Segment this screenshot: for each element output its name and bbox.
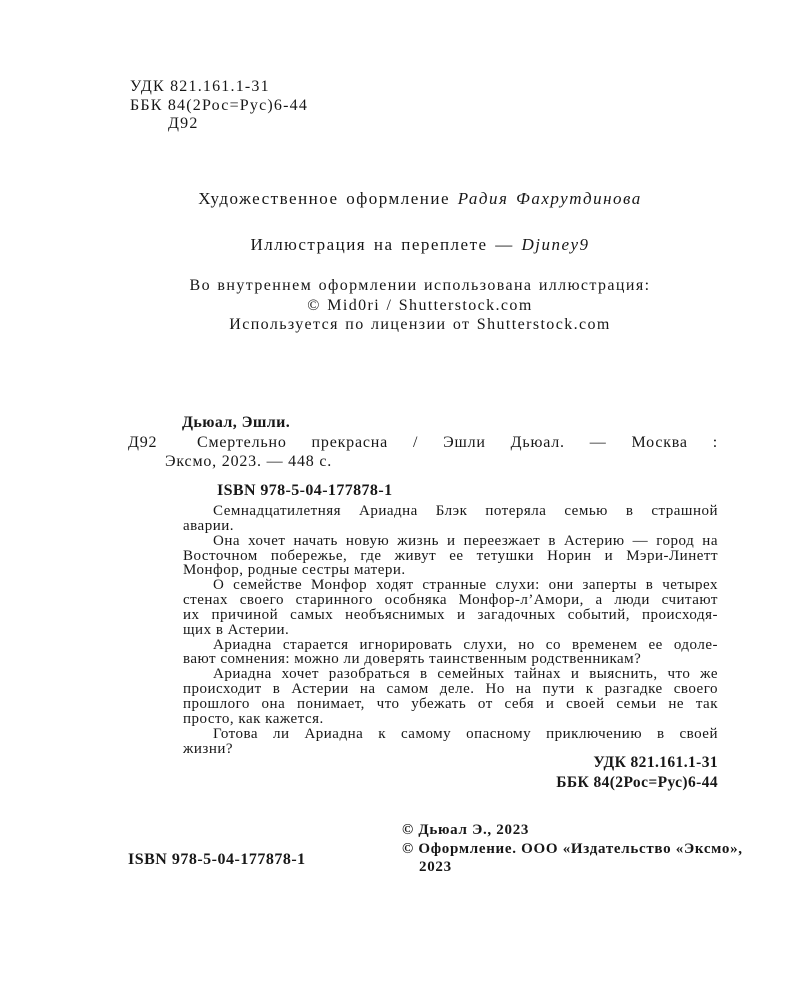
catalog-isbn: ISBN 978-5-04-177878-1 bbox=[217, 481, 393, 499]
design-credit-label: Художественное оформление bbox=[198, 189, 451, 208]
annotation bbox=[183, 504, 718, 756]
annotation-line: Ариадна хочет разобраться в семейных тайнах и выяснить, что же bbox=[213, 666, 718, 683]
annotation-line: Семнадцатилетняя Ариадна Блэк потеряла семью в страшной bbox=[213, 503, 718, 519]
author-sign: Д92 bbox=[168, 115, 199, 132]
bbk-top: ББК 84(2Рос=Рус)6-44 bbox=[130, 96, 309, 114]
annotation-line: вают сомнения: можно ли доверять таинственным родственникам? bbox=[183, 651, 642, 668]
udk-top: УДК 821.161.1-31 bbox=[130, 78, 270, 95]
annotation-line: аварии. bbox=[183, 517, 235, 534]
catalog-description-line-2: Эксмо, 2023. — 448 с. bbox=[165, 453, 333, 470]
design-credit bbox=[90, 189, 750, 209]
catalog-index: Д92 bbox=[128, 433, 158, 451]
copyright-author: © Дьюал Э., 2023 bbox=[402, 822, 530, 838]
annotation-line: их причиной самых необъяснимых и загадочных событий, происходя- bbox=[183, 606, 718, 623]
annotation-line: стенах своего старинного особняка Монфор-л’Амори, а люди считают bbox=[183, 592, 718, 609]
annotation-line: Готова ли Ариадна к самому опасному приключению в своей bbox=[213, 725, 718, 742]
cover-credit-name: Djuney9 bbox=[521, 235, 590, 254]
annotation-line: жизни? bbox=[183, 740, 234, 757]
copyright-publisher: © Оформление. ООО «Издательство «Эксмо», bbox=[402, 840, 743, 857]
notice-line-3: Используется по лицензии от Shutterstock.com bbox=[229, 316, 611, 333]
annotation-line: Монфор, родные сестры матери. bbox=[183, 562, 406, 579]
copyright-block bbox=[402, 821, 762, 877]
catalog-description-line-1 bbox=[128, 433, 718, 453]
catalog-title-statement: Смертельно прекрасна / Эшли Дьюал. — Москва : bbox=[197, 433, 718, 451]
annotation-line: происходит в Астерии на самом деле. Но на пути к разгадке своего bbox=[183, 681, 718, 698]
annotation-line: щих в Астерии. bbox=[183, 621, 290, 638]
cover-credit bbox=[90, 235, 750, 255]
annotation-line: прошлого она понимает, что убежать от себя и своей семьи не так bbox=[183, 695, 718, 712]
isbn-bottom: ISBN 978-5-04-177878-1 bbox=[128, 851, 306, 868]
catalog-author: Дьюал, Эшли. bbox=[182, 414, 291, 431]
copyright-publisher-year: 2023 bbox=[419, 859, 452, 875]
credits-block bbox=[90, 189, 750, 255]
top-codes-block bbox=[130, 78, 308, 134]
catalog-card bbox=[128, 413, 718, 500]
udk-bottom: УДК 821.161.1-31 bbox=[593, 754, 718, 771]
annotation-line: просто, как кажется. bbox=[183, 710, 324, 727]
illustration-notice bbox=[90, 276, 750, 335]
bottom-codes-block bbox=[400, 753, 718, 793]
notice-line-1: Во внутреннем оформлении использована иллюстрация: bbox=[189, 277, 651, 294]
design-credit-name: Радия Фахрутдинова bbox=[457, 189, 642, 208]
annotation-line: О семействе Монфор ходят странные слухи: они заперты в четырех bbox=[213, 577, 718, 594]
cover-credit-label: Иллюстрация на переплете — bbox=[250, 235, 514, 254]
annotation-line: Она хочет начать новую жизнь и переезжает в Астерию — город на bbox=[213, 532, 718, 549]
bbk-bottom: ББК 84(2Рос=Рус)6-44 bbox=[556, 774, 718, 791]
annotation-line: Восточном побережье, где живут ее тетушки Норин и Мэри-Линетт bbox=[183, 547, 718, 564]
notice-line-2: © Mid0ri / Shutterstock.com bbox=[307, 296, 533, 314]
annotation-line: Ариадна старается игнорировать слухи, но со временем ее одоле- bbox=[213, 636, 718, 653]
